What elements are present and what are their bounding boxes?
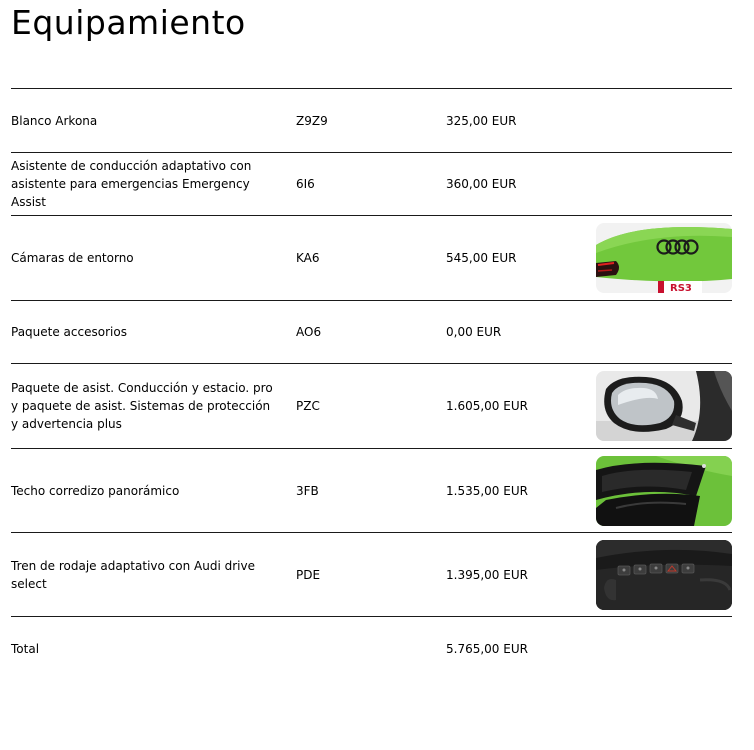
equipment-table bbox=[11, 88, 732, 680]
option-code: PDE bbox=[296, 567, 321, 582]
panoramic-roof-image bbox=[596, 456, 732, 526]
total-label: Total bbox=[11, 641, 40, 656]
table-row bbox=[11, 215, 732, 300]
green-car-rear-rs3-image bbox=[596, 223, 732, 293]
option-name: Cámaras de entorno bbox=[11, 251, 134, 265]
option-code: 6I6 bbox=[296, 177, 315, 191]
option-price: 325,00 EUR bbox=[446, 113, 517, 128]
table-row bbox=[11, 152, 732, 215]
option-price: 360,00 EUR bbox=[446, 177, 517, 191]
table-row bbox=[11, 88, 732, 152]
page-title: Equipamiento bbox=[11, 3, 246, 42]
table-row bbox=[11, 300, 732, 363]
rs3-badge: RS3 bbox=[670, 283, 692, 293]
table-row bbox=[11, 363, 732, 448]
option-price: 545,00 EUR bbox=[446, 251, 517, 265]
table-row bbox=[11, 532, 732, 616]
total-row bbox=[11, 616, 732, 680]
table-row bbox=[11, 448, 732, 532]
option-price: 1.605,00 EUR bbox=[446, 399, 528, 413]
side-mirror-image bbox=[596, 371, 732, 441]
option-name: Paquete accesorios bbox=[11, 325, 127, 339]
option-price: 0,00 EUR bbox=[446, 325, 502, 339]
total-price: 5.765,00 EUR bbox=[446, 641, 528, 656]
option-name: Asistente de conducción adaptativo con asistente para emergencias Emergency Assist bbox=[11, 159, 252, 209]
option-code: Z9Z9 bbox=[296, 113, 328, 128]
option-code: KA6 bbox=[296, 251, 320, 265]
option-name: Blanco Arkona bbox=[11, 113, 98, 128]
drive-select-buttons-image bbox=[596, 540, 732, 610]
option-name: Techo corredizo panorámico bbox=[11, 483, 180, 498]
option-code: 3FB bbox=[296, 483, 319, 498]
option-code: AO6 bbox=[296, 325, 322, 339]
option-name: Tren de rodaje adaptativo con Audi drive select bbox=[11, 558, 255, 591]
option-name: Paquete de asist. Conducción y estacio. pro y paquete de asist. Sistemas de protección y advertencia plus bbox=[11, 381, 273, 431]
option-price: 1.535,00 EUR bbox=[446, 483, 528, 498]
option-code: PZC bbox=[296, 399, 320, 413]
option-price: 1.395,00 EUR bbox=[446, 567, 528, 582]
